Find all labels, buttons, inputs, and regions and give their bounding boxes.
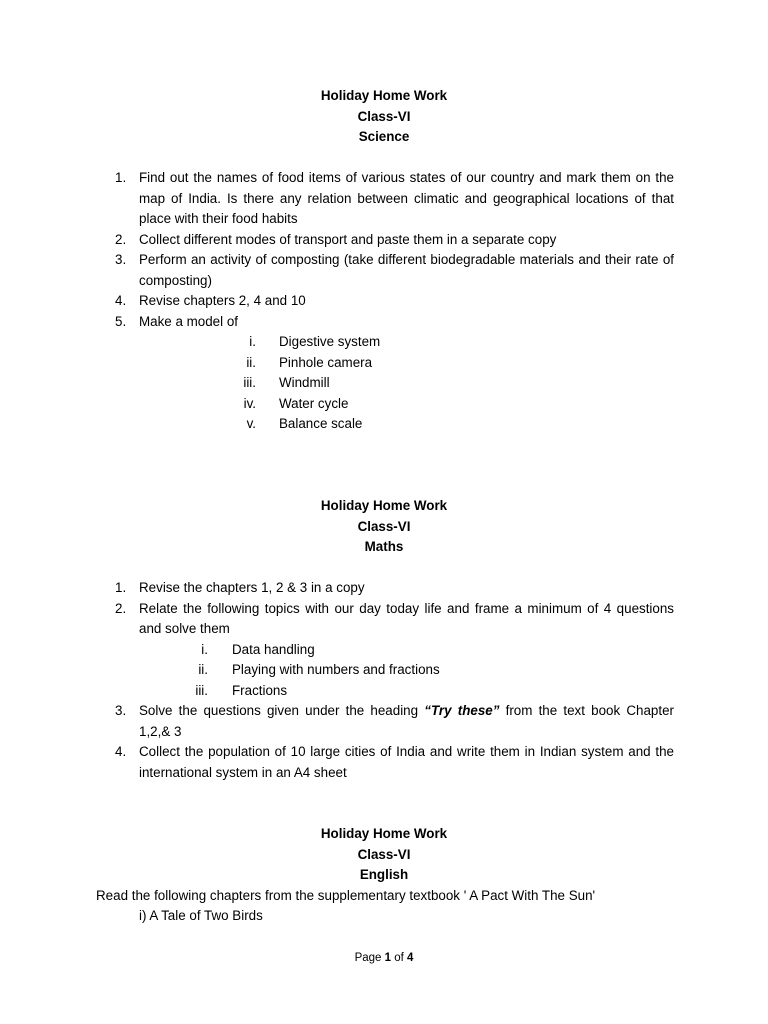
footer-prefix: Page [354, 952, 385, 964]
item-text: Make a model of [139, 313, 238, 329]
item-number: 1. [115, 580, 127, 595]
page-footer [0, 950, 768, 966]
model-item-5 [0, 414, 768, 435]
item-text: Revise the chapters 1, 2 & 3 in a copy [139, 580, 365, 595]
maths-item-4 [0, 742, 768, 783]
item-text: Collect different modes of transport and paste them in a separate copy [139, 231, 557, 247]
heading-subject: Maths [364, 539, 404, 554]
roman-number: ii. [198, 662, 208, 677]
model-text: Balance scale [279, 416, 363, 431]
heading-subject: English [359, 867, 409, 882]
english-heading [0, 824, 768, 886]
heading-title: Holiday Home Work [320, 826, 448, 841]
model-text: Water cycle [279, 395, 349, 411]
item-text: Revise chapters 2, 4 and 10 [139, 293, 306, 308]
topic-item-3 [0, 681, 768, 702]
item-text-end: from the text book Chapter 1,2,& 3 [139, 703, 674, 739]
science-heading [0, 86, 768, 148]
science-item-1 [0, 168, 768, 230]
item-number: 4. [115, 744, 127, 759]
english-intro: Read the following chapters from the supplementary textbook ' A Pact With The Sun' [96, 888, 596, 903]
item-number: 2. [115, 231, 127, 247]
maths-task-list [0, 578, 768, 783]
roman-number: iv. [243, 395, 256, 411]
model-text: Windmill [279, 375, 330, 390]
item-text: Find out the names of food items of various states of our country and mark them on the map of India. Is there any relation between climatic and geographical locations of that place with their food habits [139, 170, 674, 226]
maths-item-3 [0, 701, 768, 742]
roman-number: i. [201, 641, 208, 657]
topic-text: Playing with numbers and fractions [232, 662, 440, 677]
roman-number: ii. [246, 354, 256, 370]
item-text: Relate the following topics with our day today life and frame a minimum of 4 questions and solve them [139, 600, 674, 636]
topic-item-2 [0, 660, 768, 681]
topic-text: Fractions [232, 682, 288, 698]
item-text: Collect the population of 10 large cities of India and write them in Indian system and the international system in an A4 sheet [139, 744, 674, 780]
heading-title: Holiday Home Work [320, 498, 448, 513]
item-number: 3. [115, 252, 127, 267]
model-item-3 [0, 373, 768, 394]
roman-number: iii. [195, 682, 208, 698]
roman-number: i. [249, 334, 256, 349]
item-number: 4. [115, 293, 127, 308]
try-these-emphasis: “Try these” [424, 703, 500, 718]
item-number: 2. [115, 600, 127, 616]
english-chapter: i) A Tale of Two Birds [139, 908, 263, 923]
roman-number: v. [246, 416, 256, 431]
maths-item-1 [0, 578, 768, 599]
topic-item-1 [0, 640, 768, 661]
item-text: Perform an activity of composting (take different biodegradable materials and their rate of composting) [139, 252, 674, 288]
science-item-4 [0, 291, 768, 312]
science-item-5 [0, 312, 768, 333]
model-item-2 [0, 353, 768, 374]
maths-heading [0, 496, 768, 558]
item-number: 1. [115, 170, 127, 185]
heading-class: Class-VI [357, 846, 411, 862]
model-item-4 [0, 394, 768, 415]
heading-class: Class-VI [357, 518, 411, 534]
model-text: Pinhole camera [279, 354, 373, 370]
science-task-list [0, 168, 768, 435]
model-item-1 [0, 332, 768, 353]
topic-text: Data handling [232, 641, 315, 657]
item-number: 5. [115, 313, 127, 329]
science-item-3 [0, 250, 768, 291]
heading-class: Class-VI [357, 108, 411, 124]
science-item-2 [0, 230, 768, 251]
heading-title: Holiday Home Work [320, 88, 448, 103]
footer-of: of [391, 952, 408, 964]
roman-number: iii. [243, 375, 256, 390]
current-page-number: 1 [384, 952, 392, 964]
model-text: Digestive system [279, 334, 381, 349]
heading-subject: Science [358, 129, 410, 144]
maths-item-2 [0, 599, 768, 640]
item-text: Solve the questions given under the heading [139, 703, 425, 718]
total-page-count: 4 [407, 952, 414, 964]
item-number: 3. [115, 703, 127, 718]
